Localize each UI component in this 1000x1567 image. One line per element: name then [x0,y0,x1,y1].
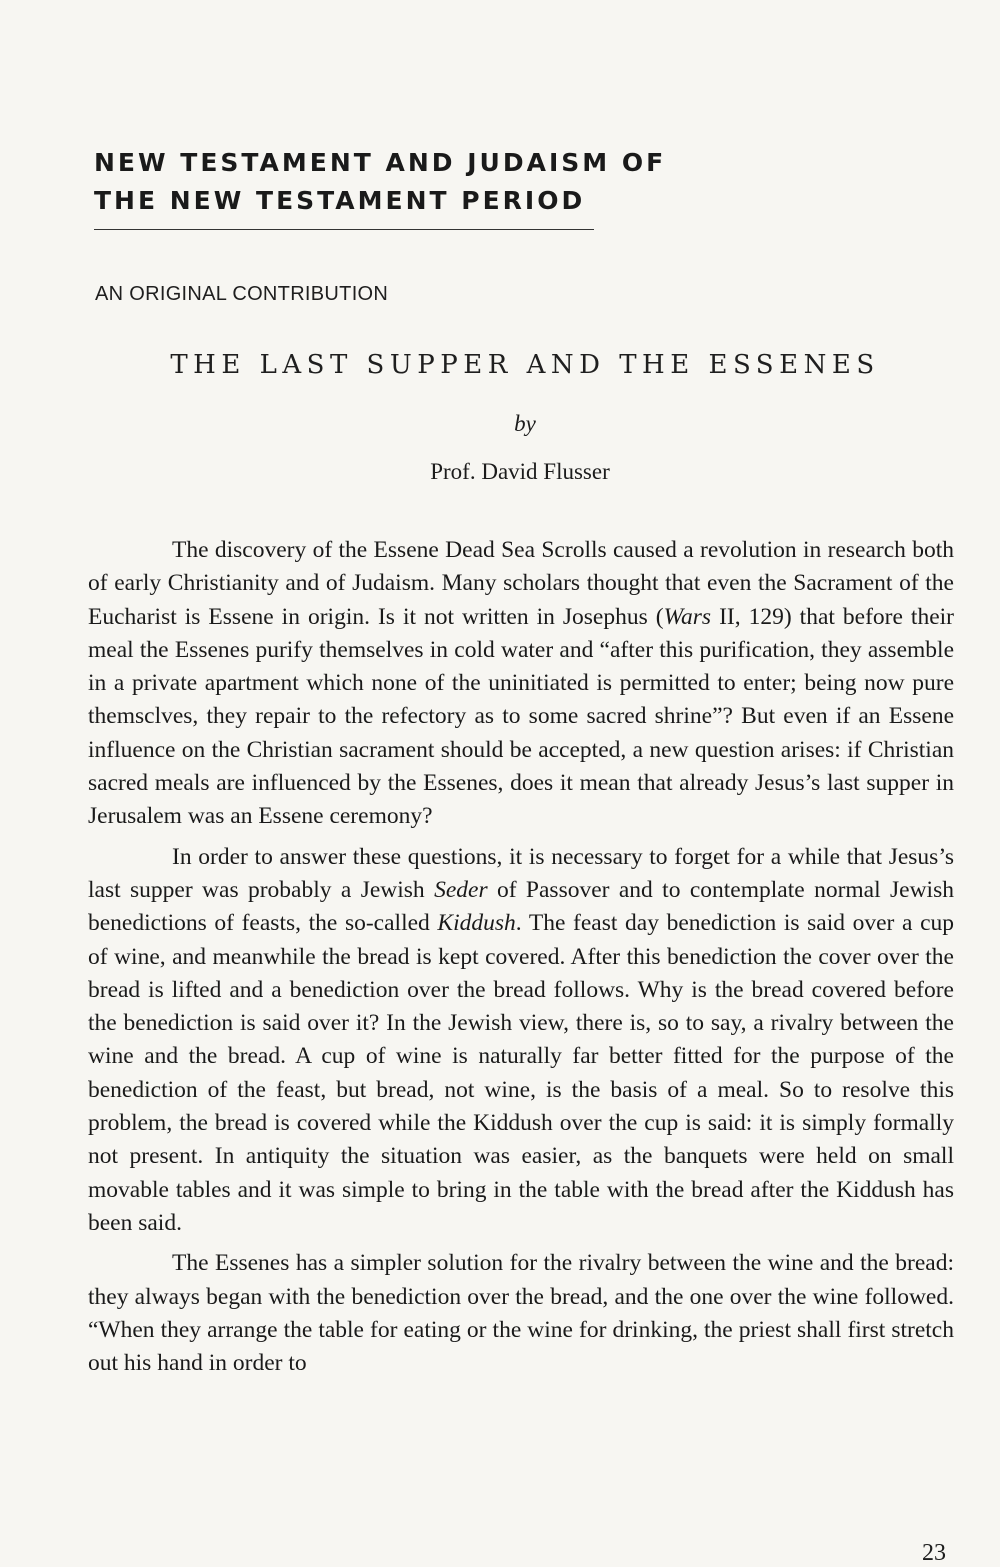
paragraph-2-text-a: In order to answer these questions, it is necessary to forget for a while that Jesus’s last supper was probably a Jewish [88,843,954,903]
paragraph-2-text-c: . The feast day benediction is said over a cup of wine, and meanwhile the bread is kept covered. After this benediction the cover over the bread is lifted and a benediction over the bread follows. Why is the bread covered before the benediction is said over it? In the Jewish view, there is, so to say, a rivalry between the wine and the bread. A cup of wine is naturally far better fitted for the purpose of the benediction of the feast, but bread, not wine, is the basis of a meal. So to resolve this problem, the bread is covered while the Kiddush over the cup is said: it is simply formally not present. In antiquity the situation was easier, as the banquets were held on small movable tables and it was simple to bring in the table with the bread after the Kiddush has been said. [88,910,954,1236]
contribution-label: AN ORIGINAL CONTRIBUTION [95,283,389,305]
article-body [88,534,954,1387]
page-number: 23 [922,1540,946,1566]
section-divider [94,229,594,230]
paragraph-3: The Essenes has a simpler solution for the rivalry between the wine and the bread: they always began with the benediction over the bread, and the one over the wine followed. “When they arrange the table for eating or the wine for drinking, the priest shall first stretch out his hand in order to [88,1250,954,1377]
paragraph-2 [88,841,954,1241]
paragraph-2-italic-kiddush: Kiddush [437,910,516,937]
paragraph-2-italic-seder: Seder [434,876,488,903]
paragraph-1-text-b: II, 129) that before their meal the Essenes purify themselves in cold water and “after this purification, they assemble in a private apartment which none of the uninitiated is permitted to enter; being now pure themsclves, they repair to the refectory as to some sacred shrine”? But even if an Essene influence on the Christian sacrament should be accepted, a new question arises: if Christian sacred meals are influenced by the Essenes, does it mean that already Jesus’s last supper in Jerusalem was an Essene ceremony? [88,603,954,830]
author-name: Prof. David Flusser [430,459,610,484]
article-title: THE LAST SUPPER AND THE ESSENES [170,350,880,380]
paragraph-1-text-a: The discovery of the Essene Dead Sea Scrolls caused a revolution in research both of early Christianity and of Judaism. Many scholars thought that even the Sacrament of the Eucharist is Essene in origin. Is it not written in Josephus ( [88,537,954,630]
paragraph-2-text-b: of Passover and to contemplate normal Jewish benedictions of feasts, the so-called [88,876,954,937]
paragraph-1-italic-wars: Wars [663,603,712,630]
paragraph-1 [88,534,954,834]
byline: by [514,411,536,436]
section-title-line-2: THE NEW TESTAMENT PERIOD [94,186,586,215]
section-title [94,144,667,220]
section-title-line-1: NEW TESTAMENT AND JUDAISM OF [94,148,667,177]
